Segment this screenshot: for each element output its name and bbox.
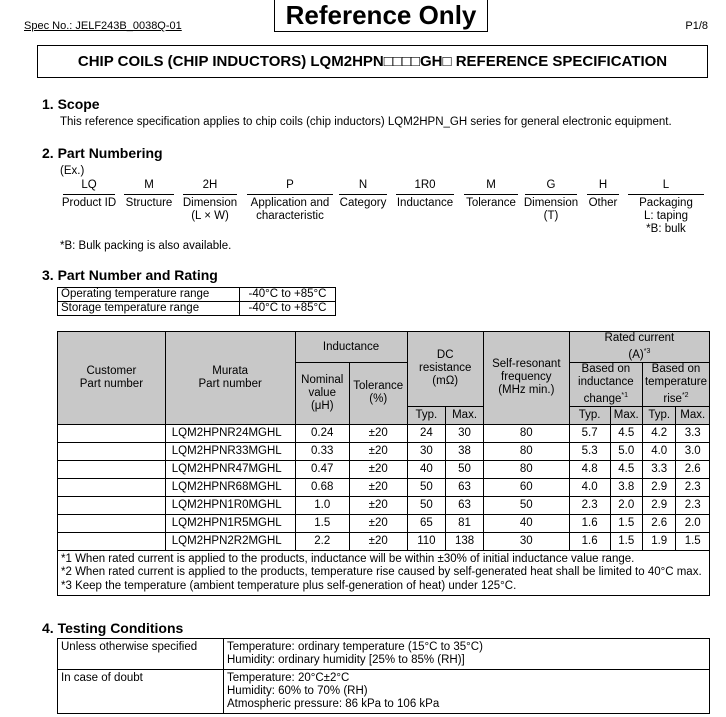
customer-part-cell <box>58 442 166 460</box>
customer-part-cell <box>58 478 166 496</box>
temp-rise-max-cell: 3.3 <box>676 424 710 442</box>
part-code-label: Category <box>339 197 387 209</box>
ind-change-max-cell: 2.0 <box>610 496 642 514</box>
ind-change-max-cell: 4.5 <box>610 424 642 442</box>
ind-change-max-cell: 3.8 <box>610 478 642 496</box>
inductance-header: Inductance <box>295 332 407 363</box>
inductance-change-header <box>569 363 642 407</box>
temp-rise-max-cell: 2.3 <box>676 496 710 514</box>
temp-rise-typ-cell: 2.6 <box>642 514 675 532</box>
dc-max-cell: 38 <box>446 442 484 460</box>
srf-cell: 40 <box>483 514 569 532</box>
tolerance-cell: ±20 <box>349 424 407 442</box>
part-code-label: Packaging L: taping *B: bulk <box>639 197 693 235</box>
murata-part-cell: LQM2HPN1R0MGHL <box>165 496 295 514</box>
storage-temp-label: Storage temperature range <box>58 302 240 316</box>
srf-cell: 80 <box>483 442 569 460</box>
temp-rise-max-cell: 2.3 <box>676 478 710 496</box>
part-numbering-heading: 2. Part Numbering <box>42 145 163 161</box>
part-numbering-column <box>121 179 177 210</box>
nominal-header: Nominal value (μH) <box>295 363 349 425</box>
murata-part-cell: LQM2HPN1R5MGHL <box>165 514 295 532</box>
customer-part-header: Customer Part number <box>58 332 166 425</box>
part-code: N <box>358 179 368 191</box>
table-row <box>58 639 710 670</box>
srf-cell: 80 <box>483 424 569 442</box>
temp-rise-max-header: Max. <box>676 406 710 424</box>
part-numbering-column <box>180 179 240 223</box>
ind-change-max-cell: 5.0 <box>610 442 642 460</box>
ind-change-max-cell: 1.5 <box>610 514 642 532</box>
part-numbering-column <box>461 179 521 210</box>
srf-cell: 60 <box>483 478 569 496</box>
temp-rise-typ-cell: 2.9 <box>642 478 675 496</box>
part-code: 1R0 <box>414 179 436 191</box>
nominal-cell: 0.33 <box>295 442 349 460</box>
tolerance-cell: ±20 <box>349 478 407 496</box>
table-row <box>58 496 710 514</box>
page-number: P1/8 <box>685 20 708 32</box>
temp-rise-max-cell: 1.5 <box>676 532 710 550</box>
tolerance-cell: ±20 <box>349 460 407 478</box>
ind-change-typ-cell: 5.3 <box>569 442 610 460</box>
part-code-label: Inductance <box>396 197 454 209</box>
rated-current-header <box>569 332 709 363</box>
footnote-3: *3 Keep the temperature (ambient temperature plus self-generation of heat) under 125°C. <box>61 579 517 592</box>
nominal-cell: 1.5 <box>295 514 349 532</box>
tolerance-cell: ±20 <box>349 532 407 550</box>
ind-change-typ-cell: 5.7 <box>569 424 610 442</box>
dc-typ-cell: 50 <box>407 496 446 514</box>
rating-table <box>57 331 710 596</box>
dc-typ-cell: 24 <box>407 424 446 442</box>
part-code: L <box>662 179 670 191</box>
testing-label-normal: Unless otherwise specified <box>58 639 224 670</box>
dc-typ-cell: 110 <box>407 532 446 550</box>
testing-value-normal: Temperature: ordinary temperature (15°C to 35°C) Humidity: ordinary humidity [25% to 85% (RH)] <box>224 639 710 670</box>
part-code: M <box>144 179 154 191</box>
scope-heading: 1. Scope <box>42 96 100 112</box>
dc-max-cell: 30 <box>446 424 484 442</box>
ind-change-typ-cell: 1.6 <box>569 532 610 550</box>
murata-part-cell: LQM2HPNR47MGHL <box>165 460 295 478</box>
tolerance-cell: ±20 <box>349 496 407 514</box>
temp-rise-max-cell: 2.6 <box>676 460 710 478</box>
temp-rise-typ-cell: 4.2 <box>642 424 675 442</box>
part-numbering-column <box>625 179 707 236</box>
ind-change-typ-cell: 2.3 <box>569 496 610 514</box>
dc-max-header: Max. <box>446 406 484 424</box>
rating-heading: 3. Part Number and Rating <box>42 267 218 283</box>
temperature-rise-label: Based on temperature rise <box>644 363 707 405</box>
table-row <box>58 442 710 460</box>
customer-part-cell <box>58 424 166 442</box>
notes-row <box>58 550 710 596</box>
tolerance-cell: ±20 <box>349 514 407 532</box>
ind-change-max-cell: 4.5 <box>610 460 642 478</box>
temp-rise-typ-header: Typ. <box>642 406 675 424</box>
table-row <box>58 478 710 496</box>
tolerance-header: Tolerance (%) <box>349 363 407 425</box>
part-code: P <box>286 179 294 191</box>
ind-change-typ-cell: 4.0 <box>569 478 610 496</box>
srf-cell: 50 <box>483 496 569 514</box>
part-code-label: Application and characteristic <box>250 197 330 222</box>
temperature-rise-footnote: *2 <box>681 392 689 399</box>
ind-change-max-header: Max. <box>610 406 642 424</box>
part-code-label: Tolerance <box>466 197 516 209</box>
footnote-2: *2 When rated current is applied to the products, temperature rise caused by self-generated heat shall be limited to 40°C max. <box>61 566 702 579</box>
part-code-label: Dimension (T) <box>523 197 579 222</box>
testing-value-doubt: Temperature: 20°C±2°C Humidity: 60% to 70% (RH) Atmospheric pressure: 86 kPa to 106 kPa <box>224 670 710 714</box>
ind-change-typ-cell: 4.8 <box>569 460 610 478</box>
operating-temp-value: -40°C to +85°C <box>240 288 336 302</box>
nominal-cell: 2.2 <box>295 532 349 550</box>
part-numbering-column <box>336 179 390 210</box>
murata-part-cell: LQM2HPNR24MGHL <box>165 424 295 442</box>
customer-part-cell <box>58 514 166 532</box>
ind-change-typ-cell: 1.6 <box>569 514 610 532</box>
dc-resistance-header: DC resistance (mΩ) <box>407 332 483 407</box>
nominal-cell: 0.68 <box>295 478 349 496</box>
table-row <box>58 460 710 478</box>
part-code: LQ <box>81 179 97 191</box>
testing-label-doubt: In case of doubt <box>58 670 224 714</box>
part-numbering-column <box>244 179 336 223</box>
part-code-label: Product ID <box>61 197 117 209</box>
nominal-cell: 0.24 <box>295 424 349 442</box>
part-numbering-example: (Ex.) <box>60 165 85 177</box>
murata-part-header: Murata Part number <box>165 332 295 425</box>
temp-rise-typ-cell: 1.9 <box>642 532 675 550</box>
part-numbering-column <box>584 179 622 210</box>
dc-typ-cell: 50 <box>407 478 446 496</box>
table-row <box>58 424 710 442</box>
ind-change-max-cell: 1.5 <box>610 532 642 550</box>
part-code: H <box>598 179 608 191</box>
temp-rise-typ-cell: 4.0 <box>642 442 675 460</box>
srf-cell: 30 <box>483 532 569 550</box>
part-numbering-column <box>60 179 118 210</box>
scope-text: This reference specification applies to chip coils (chip inductors) LQM2HPN_GH series for general electronic equipment. <box>60 116 672 128</box>
temperature-rise-header <box>642 363 709 407</box>
part-code-label: Structure <box>125 197 173 209</box>
operating-temp-label: Operating temperature range <box>58 288 240 302</box>
murata-part-cell: LQM2HPNR33MGHL <box>165 442 295 460</box>
murata-part-cell: LQM2HPN2R2MGHL <box>165 532 295 550</box>
rated-current-footnote: *3 <box>643 348 651 356</box>
temp-rise-typ-cell: 3.3 <box>642 460 675 478</box>
rated-current-label: Rated current (A) <box>604 332 675 361</box>
header-row <box>58 332 710 363</box>
part-numbering-note: *B: Bulk packing is also available. <box>60 240 232 252</box>
footnotes <box>58 550 710 596</box>
temperature-range-table <box>57 287 336 316</box>
testing-conditions-table <box>57 638 710 714</box>
part-code: M <box>486 179 496 191</box>
dc-max-cell: 63 <box>446 496 484 514</box>
srf-cell: 80 <box>483 460 569 478</box>
dc-max-cell: 81 <box>446 514 484 532</box>
tolerance-cell: ±20 <box>349 442 407 460</box>
customer-part-cell <box>58 460 166 478</box>
customer-part-cell <box>58 496 166 514</box>
nominal-cell: 1.0 <box>295 496 349 514</box>
temp-rise-max-cell: 2.0 <box>676 514 710 532</box>
dc-max-cell: 50 <box>446 460 484 478</box>
storage-temp-value: -40°C to +85°C <box>240 302 336 316</box>
spec-number: Spec No.: JELF243B_0038Q-01 <box>24 20 182 32</box>
part-code: 2H <box>202 179 218 191</box>
table-row <box>58 670 710 714</box>
table-row <box>58 514 710 532</box>
temp-rise-max-cell: 3.0 <box>676 442 710 460</box>
testing-heading: 4. Testing Conditions <box>42 620 184 636</box>
dc-typ-cell: 40 <box>407 460 446 478</box>
temp-rise-typ-cell: 2.9 <box>642 496 675 514</box>
table-row <box>58 302 336 316</box>
dc-max-cell: 138 <box>446 532 484 550</box>
dc-typ-cell: 65 <box>407 514 446 532</box>
document-title: CHIP COILS (CHIP INDUCTORS) LQM2HPN□□□□GH□ REFERENCE SPECIFICATION <box>37 45 708 78</box>
table-row <box>58 532 710 550</box>
part-numbering-column <box>522 179 580 223</box>
customer-part-cell <box>58 532 166 550</box>
part-code-label: Dimension (L × W) <box>182 197 238 222</box>
srf-header: Self-resonant frequency (MHz min.) <box>483 332 569 425</box>
table-row <box>58 288 336 302</box>
nominal-cell: 0.47 <box>295 460 349 478</box>
reference-only-banner: Reference Only <box>274 0 488 32</box>
part-code-label: Other <box>588 197 618 209</box>
dc-max-cell: 63 <box>446 478 484 496</box>
dc-typ-cell: 30 <box>407 442 446 460</box>
inductance-change-label: Based on inductance change <box>578 363 634 405</box>
dc-typ-header: Typ. <box>407 406 446 424</box>
part-code: G <box>546 179 556 191</box>
murata-part-cell: LQM2HPNR68MGHL <box>165 478 295 496</box>
part-numbering-column <box>393 179 457 210</box>
inductance-change-footnote: *1 <box>621 392 629 399</box>
footnote-1: *1 When rated current is applied to the products, inductance will be within ±30% of initial inductance value range. <box>61 552 635 565</box>
ind-change-typ-header: Typ. <box>569 406 610 424</box>
